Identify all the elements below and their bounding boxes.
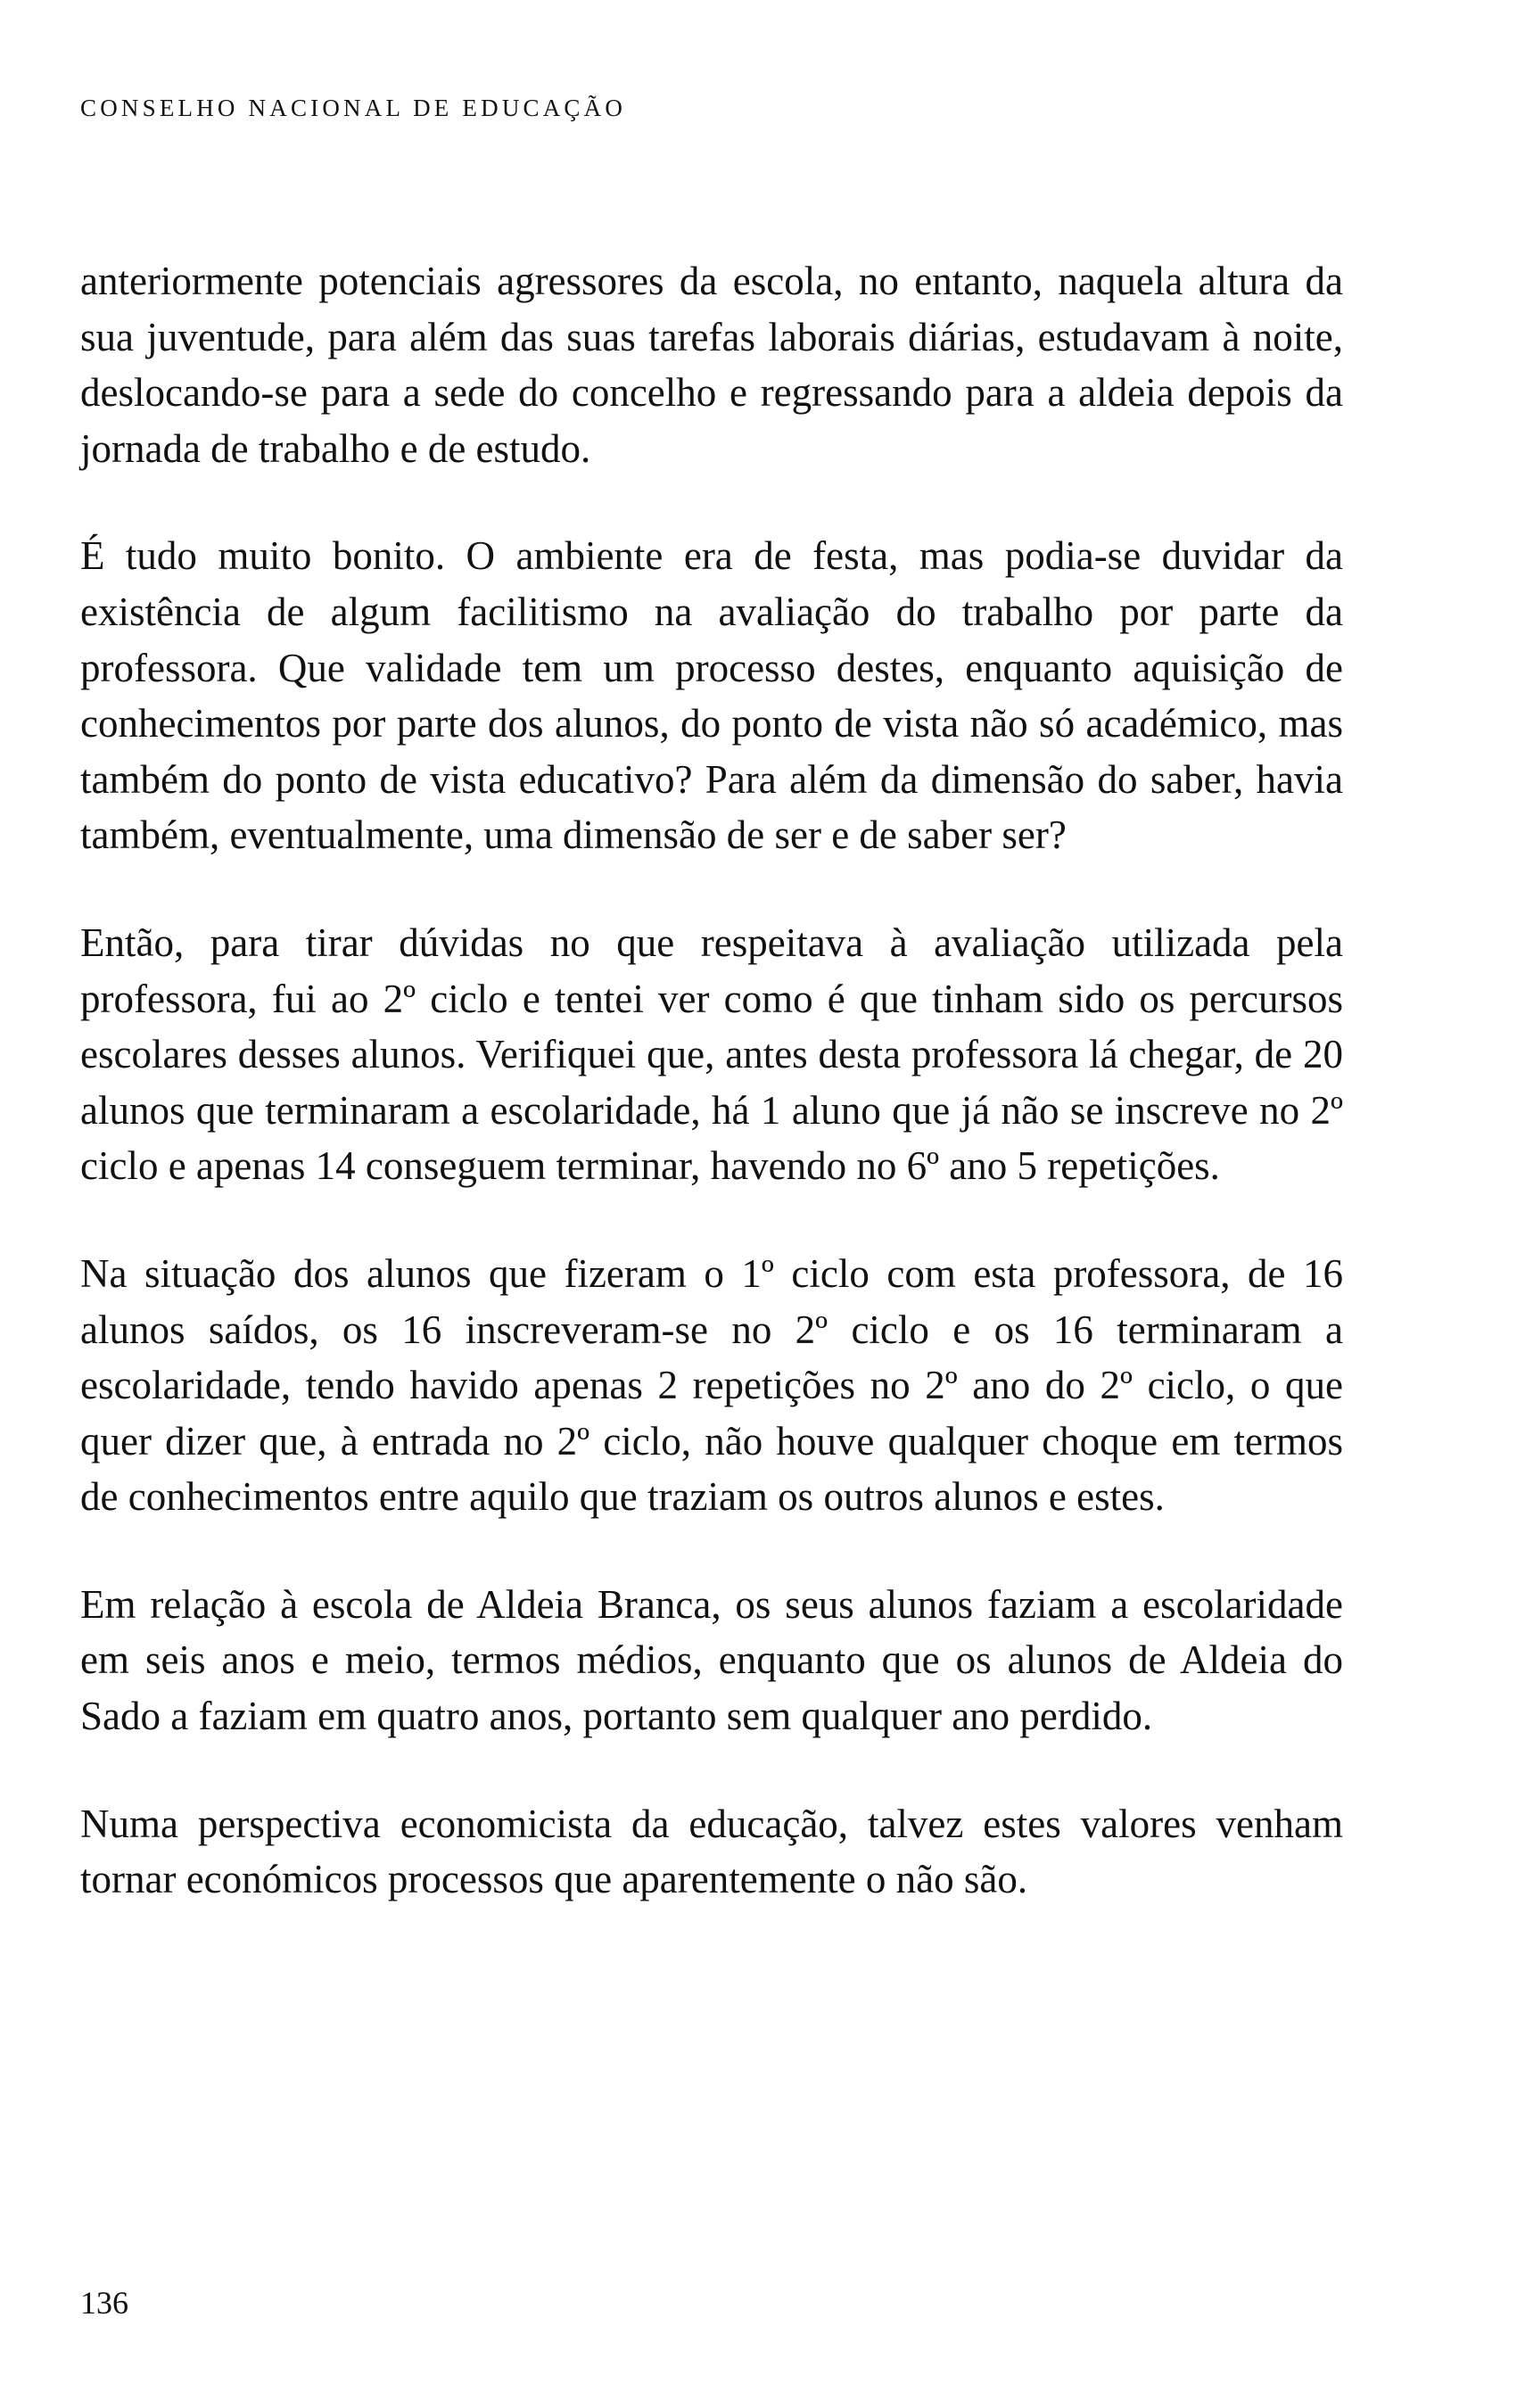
running-header: CONSELHO NACIONAL DE EDUCAÇÃO	[80, 95, 627, 121]
paragraph-5: Em relação à escola de Aldeia Branca, os seus alunos faziam a escolaridade em seis anos e meio, termos médios, enquanto que os alunos de Aldeia do Sado a faziam em quatro anos, portanto sem qualquer ano perdido.	[80, 1581, 1343, 1739]
paragraph-6: Numa perspectiva economicista da educação, talvez estes valores venham tornar económicos processos que aparentemente o não são.	[80, 1801, 1343, 1902]
page-number: 136	[80, 2285, 128, 2321]
body-text	[80, 253, 1343, 1959]
paragraph-4: Na situação dos alunos que fizeram o 1º ciclo com esta professora, de 16 alunos saídos, os 16 inscreveram-se no 2º ciclo e os 16 terminaram a escolaridade, tendo havido apenas 2 repetições no 2º ano do 2º ciclo, o que quer dizer que, à entrada no 2º ciclo, não houve qualquer choque em termos de conhecimentos entre aquilo que traziam os outros alunos e estes.	[80, 1250, 1343, 1520]
paragraph-1: anteriormente potenciais agressores da escola, no entanto, naquela altura da sua juventude, para além das suas tarefas laborais diárias, estudavam à noite, deslocando-se para a sede do concelho e regressando para a aldeia depois da jornada de trabalho e de estudo.	[80, 259, 1343, 471]
paragraph-2: É tudo muito bonito. O ambiente era de festa, mas podia-se duvidar da existência de algum facilitismo na avaliação do trabalho por parte da professora. Que validade tem um processo destes, enquanto aquisição de conhecimentos por parte dos alunos, do ponto de vista não só académico, mas também do ponto de vista educativo? Para além da dimensão do saber, havia também, eventualmente, uma dimensão de ser e de saber ser?	[80, 533, 1343, 858]
paragraph-3: Então, para tirar dúvidas no que respeitava à avaliação utilizada pela professora, fui ao 2º ciclo e tentei ver como é que tinham sido os percursos escolares desses alunos. Verifiquei que, antes desta professora lá chegar, de 20 alunos que terminaram a escolaridade, há 1 aluno que já não se inscreve no 2º ciclo e apenas 14 conseguem terminar, havendo no 6º ano 5 repetições.	[80, 919, 1343, 1189]
